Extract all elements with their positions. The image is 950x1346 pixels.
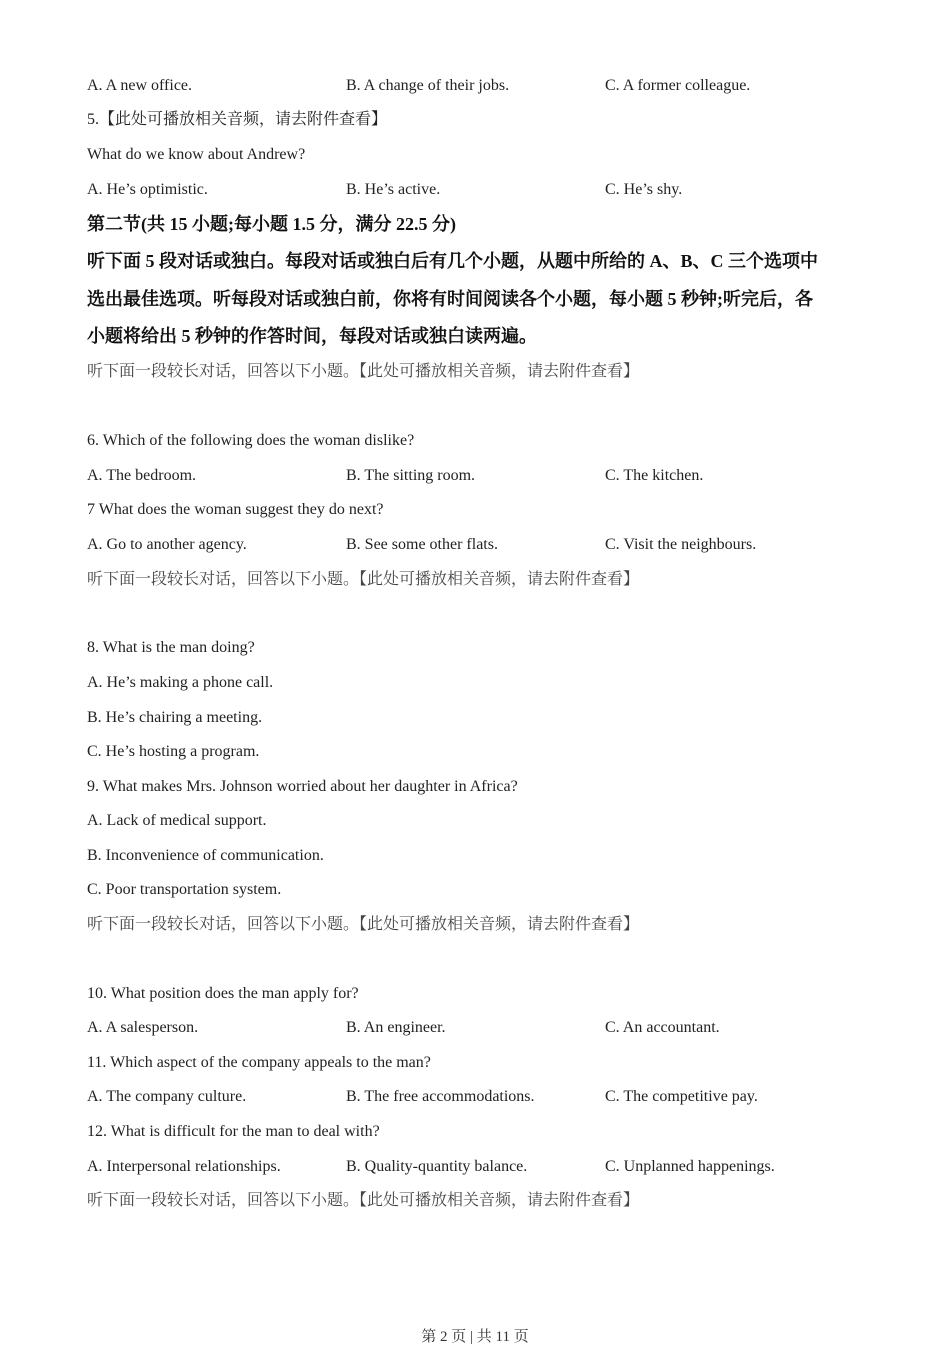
audio-note: 5.【此处可播放相关音频，请去附件查看】: [87, 111, 388, 128]
option-c: C. He’s shy.: [605, 181, 683, 198]
option-b: B. Inconvenience of communication.: [87, 847, 324, 864]
option-a: A. Go to another agency.: [87, 536, 247, 553]
option-a: A. Interpersonal relationships.: [87, 1158, 281, 1175]
question: 10. What position does the man apply for?: [87, 985, 359, 1002]
option-a: A. He’s making a phone call.: [87, 674, 274, 691]
option-c: C. The competitive pay.: [605, 1088, 758, 1105]
audio-note: 听下面一段较长对话，回答以下小题。【此处可播放相关音频，请去附件查看】: [87, 916, 640, 933]
option-a: A. Lack of medical support.: [87, 812, 267, 829]
option-c: C. A former colleague.: [605, 77, 751, 94]
option-a: A. The company culture.: [87, 1088, 247, 1105]
option-b: B. See some other flats.: [346, 536, 498, 553]
option-b: B. He’s chairing a meeting.: [87, 709, 263, 726]
option-b: B. The sitting room.: [346, 467, 476, 484]
option-b: B. A change of their jobs.: [346, 77, 510, 94]
question: What do we know about Andrew?: [87, 146, 306, 163]
instruction-line: 听下面 5 段对话或独白。每段对话或独白后有几个小题，从题中所给的 A、B、C 三个选项中: [87, 251, 818, 271]
audio-note: 听下面一段较长对话，回答以下小题。【此处可播放相关音频，请去附件查看】: [87, 571, 640, 588]
option-b: B. The free accommodations.: [346, 1088, 535, 1105]
option-a: A. He’s optimistic.: [87, 181, 208, 198]
page-footer: 第 2 页 | 共 11 页: [421, 1329, 529, 1345]
question: 6. Which of the following does the woman dislike?: [87, 432, 415, 449]
option-b: B. He’s active.: [346, 181, 441, 198]
question: 9. What makes Mrs. Johnson worried about her daughter in Africa?: [87, 778, 518, 795]
question: 8. What is the man doing?: [87, 639, 255, 656]
option-c: C. Visit the neighbours.: [605, 536, 757, 553]
question: 7 What does the woman suggest they do next?: [87, 501, 384, 518]
audio-note: 听下面一段较长对话，回答以下小题。【此处可播放相关音频，请去附件查看】: [87, 363, 640, 380]
option-c: C. He’s hosting a program.: [87, 743, 260, 760]
option-a: A. A new office.: [87, 77, 193, 94]
option-a: A. The bedroom.: [87, 467, 197, 484]
option-b: B. Quality-quantity balance.: [346, 1158, 528, 1175]
audio-note: 听下面一段较长对话，回答以下小题。【此处可播放相关音频，请去附件查看】: [87, 1192, 640, 1209]
option-c: C. The kitchen.: [605, 467, 704, 484]
option-c: C. An accountant.: [605, 1019, 720, 1036]
option-c: C. Unplanned happenings.: [605, 1158, 775, 1175]
question: 11. Which aspect of the company appeals to the man?: [87, 1054, 431, 1071]
section-title: 第二节(共 15 小题;每小题 1.5 分，满分 22.5 分): [87, 214, 456, 234]
option-a: A. A salesperson.: [87, 1019, 199, 1036]
question: 12. What is difficult for the man to deal with?: [87, 1123, 380, 1140]
instruction-line: 选出最佳选项。听每段对话或独白前，你将有时间阅读各个小题，每小题 5 秒钟;听完后，各: [87, 289, 813, 309]
instruction-line: 小题将给出 5 秒钟的作答时间，每段对话或独白读两遍。: [87, 326, 537, 346]
option-b: B. An engineer.: [346, 1019, 446, 1036]
option-c: C. Poor transportation system.: [87, 881, 282, 898]
